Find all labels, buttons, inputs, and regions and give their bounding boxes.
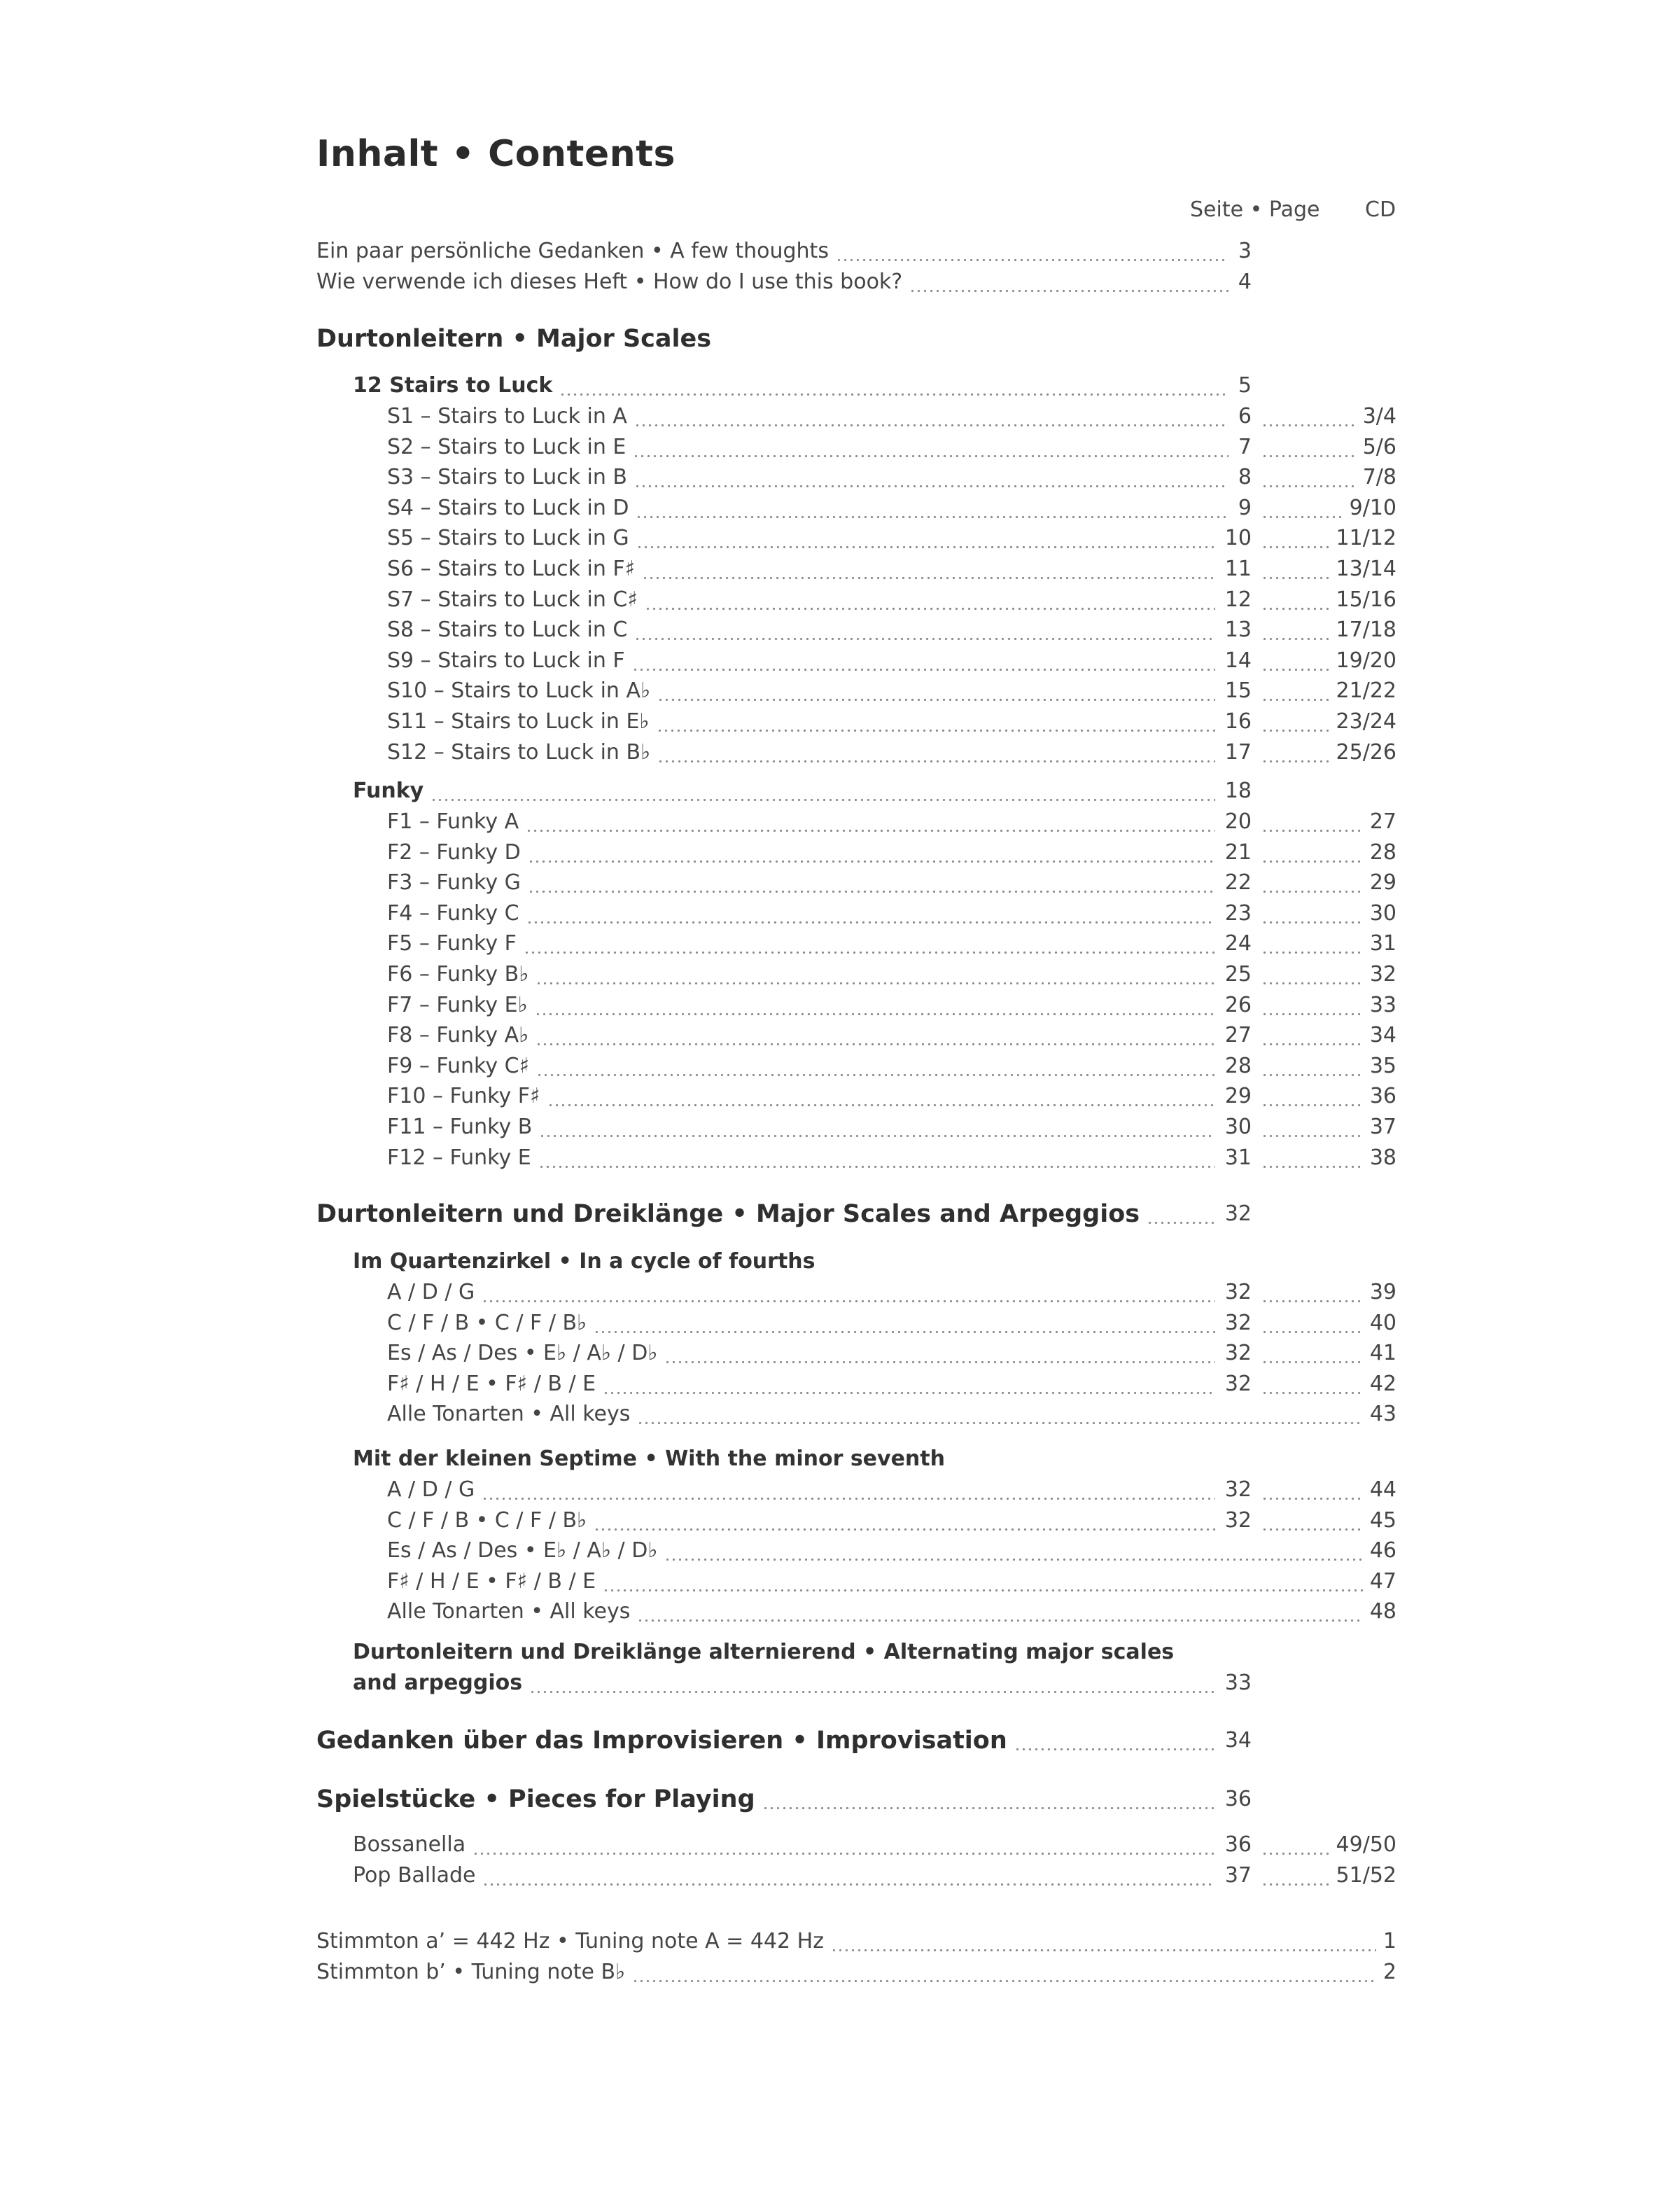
- dot-leader: [603, 1566, 1363, 1597]
- toc-entry-label: Alle Tonarten • All keys: [387, 1596, 630, 1627]
- section-heading: [0, 1784, 1680, 1815]
- toc-entry-label: S1 – Stairs to Luck in A: [387, 401, 627, 432]
- toc-cd-track: 43: [1369, 1402, 1396, 1427]
- dot-leader: [664, 1535, 1362, 1566]
- toc-entry-label: S12 – Stairs to Luck in B♭: [387, 737, 650, 768]
- subsection-heading: [0, 1668, 1680, 1699]
- dot-leader: [634, 615, 1214, 646]
- toc-entry: [0, 646, 1680, 676]
- toc-cd-track: 41: [1369, 1341, 1396, 1366]
- toc-page-number: 27: [1224, 1023, 1252, 1048]
- toc-cd-track: 42: [1369, 1371, 1396, 1396]
- toc-entry-label: S9 – Stairs to Luck in F: [387, 646, 625, 676]
- toc-entry-label: Mit der kleinen Septime • With the minor seventh: [353, 1444, 945, 1475]
- toc-entry: [0, 1596, 1680, 1627]
- toc-entry-label: Ein paar persönliche Gedanken • A few thoughts: [316, 236, 829, 267]
- toc-entry-label: F♯ / H / E • F♯ / B / E: [387, 1369, 596, 1400]
- dot-leader: [657, 676, 1215, 706]
- dot-leader: [664, 1338, 1214, 1369]
- toc-entry-label: Bossanella: [353, 1830, 465, 1860]
- toc-entry-label: F8 – Funky A♭: [387, 1020, 528, 1051]
- toc-entry: [0, 432, 1680, 463]
- toc-entry: [0, 1860, 1680, 1891]
- toc-cd-track: 2: [1382, 1959, 1396, 1984]
- toc-cd-track: 40: [1369, 1310, 1396, 1335]
- dot-leader: [594, 1505, 1215, 1536]
- toc-entry-label: C / F / B • C / F / B♭: [387, 1505, 587, 1536]
- toc-entry-label: Durtonleitern und Dreiklänge • Major Scales and Arpeggios: [316, 1200, 1140, 1228]
- toc-page-number: 20: [1224, 809, 1252, 834]
- toc-cd-track: 30: [1369, 900, 1396, 926]
- dot-leader: [645, 585, 1215, 615]
- dot-leader: [603, 1369, 1215, 1400]
- toc-entry: [0, 462, 1680, 493]
- toc-entry-label: Alle Tonarten • All keys: [387, 1399, 630, 1430]
- dot-leader: [482, 1277, 1215, 1308]
- toc-entry: [0, 706, 1680, 737]
- toc-entry: [0, 585, 1680, 615]
- toc-cd-track: 45: [1369, 1507, 1396, 1533]
- toc-entry-label: Es / As / Des • E♭ / A♭ / D♭: [387, 1535, 657, 1566]
- toc-cd-track: 31: [1369, 931, 1396, 956]
- dot-leader: [539, 1112, 1214, 1143]
- toc-entry: [0, 1369, 1680, 1400]
- section-heading: [0, 323, 1680, 354]
- toc-entry-label: S5 – Stairs to Luck in G: [387, 523, 629, 554]
- subsection-heading: [0, 1637, 1680, 1668]
- subsection-heading: [0, 1246, 1680, 1277]
- toc-entry: [0, 1535, 1680, 1566]
- toc-entry: [0, 898, 1680, 929]
- toc-page-number: 23: [1224, 900, 1252, 926]
- dot-leader: [524, 928, 1215, 959]
- toc-entry-label: F11 – Funky B: [387, 1112, 532, 1143]
- toc-entry: [0, 1143, 1680, 1173]
- dot-leader: [482, 1860, 1214, 1891]
- toc-entry: [0, 837, 1680, 868]
- toc-entry-label: S3 – Stairs to Luck in B: [387, 462, 627, 493]
- toc-entry: [0, 959, 1680, 990]
- toc-entry: [0, 1399, 1680, 1430]
- toc-page-number: 14: [1224, 648, 1252, 673]
- dot-leader: [536, 1051, 1215, 1082]
- toc-entry-label: F7 – Funky E♭: [387, 990, 528, 1021]
- toc-entry-label: F1 – Funky A: [387, 807, 519, 837]
- toc-entry-label: Stimmton b’ • Tuning note B♭: [316, 1957, 625, 1988]
- dot-leader: [529, 1668, 1215, 1699]
- toc-page-number: 33: [1224, 1671, 1252, 1695]
- toc-entry-label: S2 – Stairs to Luck in E: [387, 432, 626, 463]
- toc-entry-label: Spielstücke • Pieces for Playing: [316, 1785, 755, 1813]
- dot-leader: [1147, 1199, 1215, 1229]
- section-heading: [0, 1725, 1680, 1756]
- toc-cd-track: 51/52: [1336, 1862, 1396, 1888]
- toc-page-number: 9: [1238, 495, 1252, 520]
- toc-cd-track: 23/24: [1336, 709, 1396, 734]
- toc-page-number: 32: [1224, 1310, 1252, 1335]
- toc-entry-label: S10 – Stairs to Luck in A♭: [387, 676, 650, 706]
- toc-page-number: 32: [1224, 1507, 1252, 1533]
- toc-entry: [0, 867, 1680, 898]
- dot-leader: [657, 706, 1215, 737]
- toc-entry-label: Im Quartenzirkel • In a cycle of fourths: [353, 1246, 816, 1277]
- toc-entry: [0, 676, 1680, 706]
- toc-cd-track: 32: [1369, 962, 1396, 987]
- toc-cd-track: 15/16: [1336, 587, 1396, 612]
- toc-entry: [0, 1566, 1680, 1597]
- dot-leader: [636, 523, 1215, 554]
- toc-entry: [0, 401, 1680, 432]
- toc-page-number: 22: [1224, 870, 1252, 896]
- dot-leader: [634, 401, 1228, 432]
- toc-entry-label: S6 – Stairs to Luck in F♯: [387, 554, 635, 585]
- toc-cd-track: 34: [1369, 1023, 1396, 1048]
- toc-entry-label: Durtonleitern und Dreiklänge alternierend • Alternating major scales: [353, 1637, 1174, 1668]
- toc-page-number: 21: [1224, 839, 1252, 865]
- toc-page-number: 32: [1224, 1201, 1252, 1226]
- toc-entry-label: 12 Stairs to Luck: [353, 370, 552, 401]
- toc-page-number: 10: [1224, 526, 1252, 551]
- dot-leader: [526, 898, 1215, 929]
- toc-entry-label: S8 – Stairs to Luck in C: [387, 615, 627, 646]
- toc-entry-label: Gedanken über das Improvisieren • Improvisation: [316, 1727, 1007, 1755]
- toc-page-number: 36: [1224, 1832, 1252, 1857]
- toc-page-number: 32: [1224, 1341, 1252, 1366]
- dot-leader: [634, 462, 1228, 493]
- toc-cd-track: 7/8: [1362, 465, 1396, 490]
- dot-leader: [526, 807, 1215, 837]
- dot-leader: [528, 837, 1215, 868]
- toc-entry: [0, 1830, 1680, 1860]
- toc-entry: [0, 1081, 1680, 1112]
- dot-leader: [482, 1475, 1215, 1505]
- toc-entry-label: F5 – Funky F: [387, 928, 517, 959]
- subsection-heading: [0, 776, 1680, 807]
- toc-entry-label: S4 – Stairs to Luck in D: [387, 493, 629, 524]
- toc-entry-tuning: [0, 1926, 1680, 1957]
- toc-cd-track: 38: [1369, 1145, 1396, 1170]
- toc-cd-track: 17/18: [1336, 618, 1396, 643]
- toc-cd-track: 27: [1369, 809, 1396, 834]
- dot-leader: [430, 776, 1215, 807]
- toc-cd-track: 11/12: [1336, 526, 1396, 551]
- toc-cd-track: 19/20: [1336, 648, 1396, 673]
- toc-entry: [0, 928, 1680, 959]
- toc-cd-track: 33: [1369, 992, 1396, 1017]
- toc-page-number: 31: [1224, 1145, 1252, 1170]
- toc-entry: [0, 615, 1680, 646]
- toc-page-number: 25: [1224, 962, 1252, 987]
- toc-entry-tuning: [0, 1957, 1680, 1988]
- toc-page-number: 15: [1224, 678, 1252, 704]
- toc-entry: [0, 1277, 1680, 1308]
- toc-entry-label: Funky: [353, 776, 424, 807]
- toc-cd-track: 48: [1369, 1599, 1396, 1624]
- toc-entry: [0, 1505, 1680, 1536]
- toc-cd-track: 9/10: [1349, 495, 1396, 520]
- toc-entry-intro: [0, 236, 1680, 267]
- toc-entry: [0, 523, 1680, 554]
- toc-entry-label: A / D / G: [387, 1475, 475, 1505]
- toc-entry-label: Pop Ballade: [353, 1860, 475, 1891]
- toc-page-number: 12: [1224, 587, 1252, 612]
- dot-leader: [559, 370, 1228, 401]
- toc-entry: [0, 554, 1680, 585]
- toc-page-number: 7: [1238, 434, 1252, 459]
- toc-entry-label: Stimmton a’ = 442 Hz • Tuning note A = 442 Hz: [316, 1926, 824, 1957]
- toc-cd-track: 13/14: [1336, 557, 1396, 581]
- dot-leader: [594, 1308, 1215, 1339]
- toc-cd-track: 25/26: [1336, 739, 1396, 765]
- toc-page-number: 32: [1224, 1477, 1252, 1502]
- toc-page-number: 8: [1238, 465, 1252, 490]
- toc-cd-track: 47: [1369, 1568, 1396, 1594]
- toc-entry: [0, 493, 1680, 524]
- cd-column-header: CD: [1365, 197, 1396, 222]
- toc-entry-label: C / F / B • C / F / B♭: [387, 1308, 587, 1339]
- toc-entry-label: F4 – Funky C: [387, 898, 519, 929]
- dot-leader: [836, 236, 1228, 267]
- toc-cd-track: 46: [1369, 1538, 1396, 1563]
- toc-cd-track: 28: [1369, 839, 1396, 865]
- toc-page-number: 16: [1224, 709, 1252, 734]
- dot-leader: [636, 493, 1228, 524]
- toc-page-number: 32: [1224, 1371, 1252, 1396]
- toc-entry: [0, 807, 1680, 837]
- toc-cd-track: 49/50: [1336, 1832, 1396, 1857]
- toc-page-number: 13: [1224, 618, 1252, 643]
- toc-entry-label: F9 – Funky C♯: [387, 1051, 529, 1082]
- toc-entry: [0, 737, 1680, 768]
- toc-cd-track: 21/22: [1336, 678, 1396, 704]
- subsection-heading: [0, 370, 1680, 401]
- subsection-heading: [0, 1444, 1680, 1475]
- toc-entry-label: F2 – Funky D: [387, 837, 521, 868]
- dot-leader: [633, 432, 1228, 463]
- dot-leader: [632, 1957, 1376, 1988]
- dot-leader: [632, 646, 1215, 676]
- dot-leader: [1014, 1725, 1215, 1756]
- toc-entry: [0, 1308, 1680, 1339]
- toc-page-number: 26: [1224, 992, 1252, 1017]
- toc-page-number: 34: [1224, 1728, 1252, 1752]
- toc-entry: [0, 990, 1680, 1021]
- toc-entry-label: Durtonleitern • Major Scales: [316, 325, 712, 353]
- toc-page-number: 30: [1224, 1115, 1252, 1139]
- toc-entry: [0, 1020, 1680, 1051]
- toc-cd-track: 3/4: [1362, 404, 1396, 428]
- page-title: Inhalt • Contents: [316, 133, 676, 175]
- toc-page-number: 28: [1224, 1053, 1252, 1078]
- toc-entry-label: Wie verwende ich dieses Heft • How do I use this book?: [316, 267, 902, 298]
- dot-leader: [831, 1926, 1376, 1957]
- toc-page-number: 5: [1238, 373, 1252, 398]
- toc-cd-track: 29: [1369, 870, 1396, 896]
- toc-page-number: 32: [1224, 1280, 1252, 1304]
- page-column-header: Seite • Page: [1190, 197, 1320, 222]
- dot-leader: [536, 1020, 1214, 1051]
- toc-page-number: 24: [1224, 931, 1252, 956]
- toc-page-number: 18: [1224, 779, 1252, 803]
- dot-leader: [472, 1830, 1215, 1860]
- toc-cd-track: 5/6: [1362, 434, 1396, 459]
- dot-leader: [538, 1143, 1215, 1173]
- toc-entry-label: F12 – Funky E: [387, 1143, 531, 1173]
- toc-page-number: 17: [1224, 739, 1252, 765]
- dot-leader: [535, 990, 1215, 1021]
- toc-entry-label: F3 – Funky G: [387, 867, 521, 898]
- toc-entry: [0, 1051, 1680, 1082]
- toc-page-number: 3: [1238, 239, 1252, 263]
- toc-entry-label: A / D / G: [387, 1277, 475, 1308]
- section-heading: [0, 1199, 1680, 1229]
- toc-page-number: 36: [1224, 1787, 1252, 1811]
- toc-entry: [0, 1475, 1680, 1505]
- toc-page-number: 4: [1238, 270, 1252, 294]
- toc-entry-label: F10 – Funky F♯: [387, 1081, 540, 1112]
- toc-page-number: 6: [1238, 404, 1252, 428]
- toc-cd-track: 44: [1369, 1477, 1396, 1502]
- toc-entry: [0, 1112, 1680, 1143]
- toc-cd-track: 39: [1369, 1280, 1396, 1304]
- dot-leader: [536, 959, 1214, 990]
- toc-cd-track: 36: [1369, 1084, 1396, 1109]
- toc-entry-label: and arpeggios: [353, 1668, 522, 1699]
- dot-leader: [762, 1784, 1215, 1815]
- toc-entry-label: F6 – Funky B♭: [387, 959, 528, 990]
- dot-leader: [642, 554, 1215, 585]
- dot-leader: [637, 1399, 1362, 1430]
- toc-cd-track: 1: [1382, 1929, 1396, 1953]
- toc-entry-label: S11 – Stairs to Luck in E♭: [387, 706, 650, 737]
- toc-page-number: 29: [1224, 1084, 1252, 1109]
- toc-cd-track: 37: [1369, 1115, 1396, 1139]
- toc-page-number: 11: [1224, 557, 1252, 581]
- dot-leader: [528, 867, 1215, 898]
- dot-leader: [909, 267, 1228, 298]
- toc-entry-label: F♯ / H / E • F♯ / B / E: [387, 1566, 596, 1597]
- toc-entry-label: Es / As / Des • E♭ / A♭ / D♭: [387, 1338, 657, 1369]
- dot-leader: [547, 1081, 1215, 1112]
- dot-leader: [657, 737, 1215, 768]
- toc-entry: [0, 1338, 1680, 1369]
- dot-leader: [637, 1596, 1362, 1627]
- toc-entry-label: S7 – Stairs to Luck in C♯: [387, 585, 638, 615]
- toc-entry-intro: [0, 267, 1680, 298]
- toc-page-number: 37: [1224, 1862, 1252, 1888]
- toc-cd-track: 35: [1369, 1053, 1396, 1078]
